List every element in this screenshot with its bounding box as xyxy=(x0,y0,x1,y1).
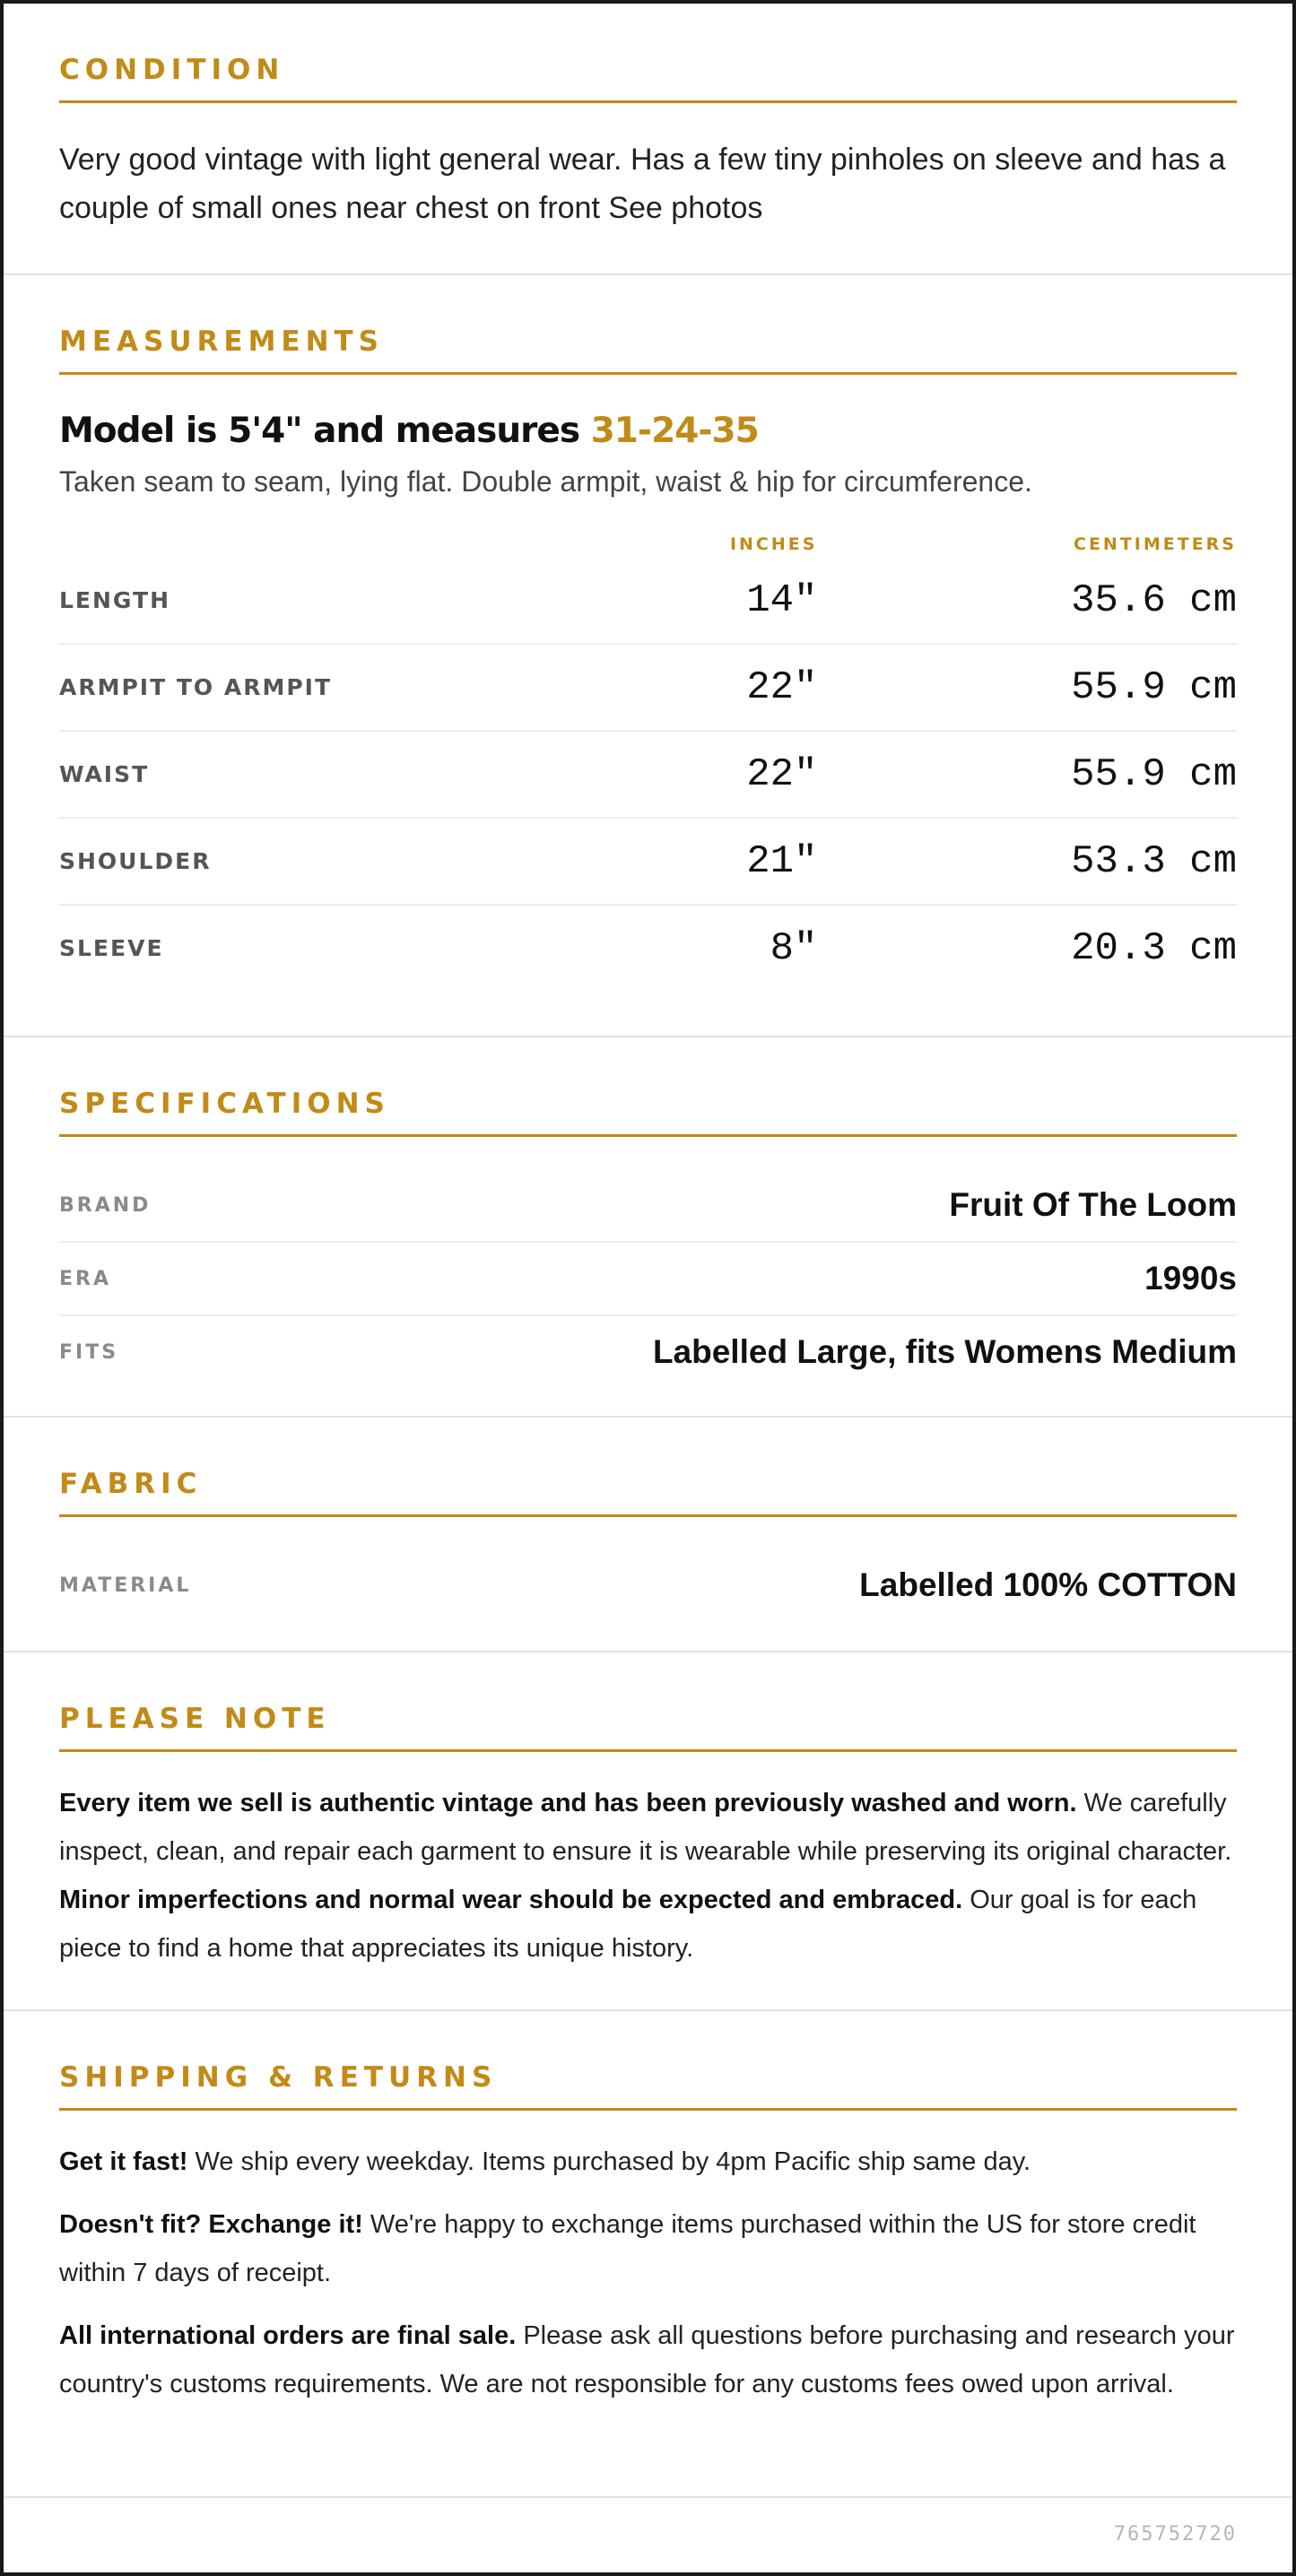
measurement-cm: 55.9 cm xyxy=(1071,664,1237,710)
model-measures-value: 31-24-35 xyxy=(590,411,759,451)
spec-value: 1990s xyxy=(1144,1260,1237,1297)
condition-heading: CONDITION xyxy=(59,54,1237,103)
list-item xyxy=(59,1549,1237,1621)
note-text-1: We carefully inspect, clean, and repair each garment to ensure it is wearable while preserving its original character. xyxy=(59,1789,1232,1866)
measurements-table xyxy=(59,531,1237,991)
measurement-label: SHOULDER xyxy=(59,848,212,874)
note-bold-2: Minor imperfections and normal wear should be expected and embraced. xyxy=(59,1886,963,1914)
table-row xyxy=(59,558,1237,645)
spec-value: Labelled Large, fits Womens Medium xyxy=(652,1333,1237,1370)
fabric-section xyxy=(4,1418,1292,1652)
specifications-heading: SPECIFICATIONS xyxy=(59,1088,1237,1137)
spec-label: BRAND xyxy=(59,1193,152,1217)
column-header-centimeters: CENTIMETERS xyxy=(1074,534,1237,554)
table-row xyxy=(59,906,1237,991)
footer xyxy=(4,2498,1292,2570)
measurement-inches: 8" xyxy=(770,925,818,971)
fabric-heading: FABRIC xyxy=(59,1468,1237,1517)
measurement-label: SLEEVE xyxy=(59,935,164,961)
measurement-cm: 53.3 cm xyxy=(1071,838,1237,884)
measurement-label: LENGTH xyxy=(59,587,170,613)
measurement-cm: 55.9 cm xyxy=(1071,751,1237,797)
fabric-value: Labelled 100% COTTON xyxy=(859,1566,1237,1603)
list-item xyxy=(59,1169,1237,1243)
fabric-label: MATERIAL xyxy=(59,1574,192,1597)
shipping-heading: SHIPPING & RETURNS xyxy=(59,2061,1237,2111)
list-item xyxy=(59,1316,1237,1388)
spec-value: Fruit Of The Loom xyxy=(949,1186,1237,1223)
measurement-cm: 35.6 cm xyxy=(1071,577,1237,623)
item-id: 765752720 xyxy=(1113,2522,1237,2546)
table-row xyxy=(59,819,1237,906)
please-note-text xyxy=(59,1779,1237,1973)
measurement-inches: 14" xyxy=(746,577,818,623)
spec-label: FITS xyxy=(59,1340,119,1364)
specifications-section xyxy=(4,1037,1292,1418)
shipping-paragraph-3: All international orders are final sale. Please ask all questions before purchasing and research your country's customs requirements. We are not responsible for any customs fees owed upon arrival. xyxy=(59,2321,1235,2398)
measurement-label: ARMPIT TO ARMPIT xyxy=(59,674,333,700)
measurement-inches: 22" xyxy=(746,751,818,797)
condition-section xyxy=(4,4,1292,275)
column-header-inches: INCHES xyxy=(729,534,818,554)
note-bold-1: Every item we sell is authentic vintage and has been previously washed and worn. xyxy=(59,1789,1077,1817)
measurement-inches: 21" xyxy=(746,838,818,884)
please-note-section xyxy=(4,1652,1292,2011)
specifications-list xyxy=(59,1169,1237,1388)
measurement-cm: 20.3 cm xyxy=(1071,925,1237,971)
shipping-returns-section xyxy=(4,2011,1292,2498)
spec-label: ERA xyxy=(59,1267,111,1290)
shipping-paragraph-1: Get it fast! We ship every weekday. Items purchased by 4pm Pacific ship same day. xyxy=(59,2147,1031,2176)
list-item xyxy=(59,1243,1237,1316)
measurements-section xyxy=(4,275,1292,1037)
measurement-inches: 22" xyxy=(746,664,818,710)
please-note-heading: PLEASE NOTE xyxy=(59,1703,1237,1752)
measurements-table-header xyxy=(59,531,1237,558)
table-row xyxy=(59,645,1237,732)
model-measures-line xyxy=(59,411,1237,451)
note-text-2: Our goal is for each piece to find a home that appreciates its unique history. xyxy=(59,1886,1197,1963)
measurement-method-note: Taken seam to seam, lying flat. Double armpit, waist & hip for circumference. xyxy=(59,465,1032,498)
shipping-paragraph-2: Doesn't fit? Exchange it! We're happy to exchange items purchased within the US for store credit within 7 days of receipt. xyxy=(59,2210,1196,2287)
table-row xyxy=(59,732,1237,819)
measurement-label: WAIST xyxy=(59,761,150,787)
measurements-heading: MEASUREMENTS xyxy=(59,325,1237,375)
condition-text: Very good vintage with light general wear. Has a few tiny pinholes on sleeve and has a couple of small ones near chest on front See photos xyxy=(59,143,1226,225)
model-prefix: Model is 5'4" and measures xyxy=(59,411,591,451)
